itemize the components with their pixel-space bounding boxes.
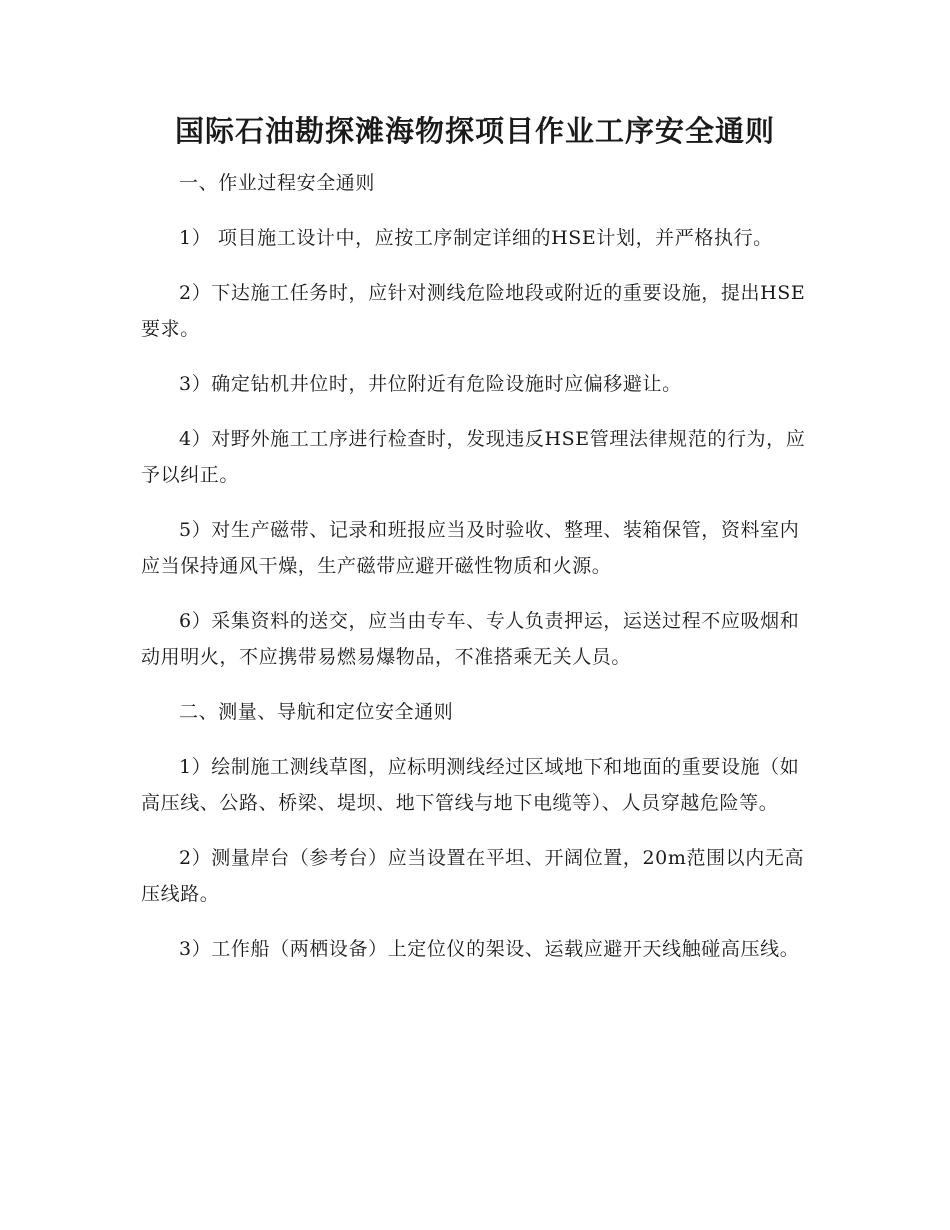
document-body <box>141 165 806 986</box>
paragraph: 2）下达施工任务时，应针对测线危险地段或附近的重要设施，提出HSE要求。 <box>141 282 806 340</box>
document-title: 国际石油勘探滩海物探项目作业工序安全通则 <box>174 114 775 148</box>
paragraph: 2）测量岸台（参考台）应当设置在平坦、开阔位置，20m范围以内无高压线路。 <box>141 847 805 905</box>
paragraph: 3）工作船（两栖设备）上定位仪的架设、运载应避开天线触碰高压线。 <box>179 938 800 960</box>
section-heading-2: 二、测量、导航和定位安全通则 <box>179 701 454 723</box>
section-heading-1: 一、作业过程安全通则 <box>179 172 376 194</box>
paragraph: 5）对生产磁带、记录和班报应当及时验收、整理、装箱保管，资料室内应当保持通风干燥，生产磁带应避开磁性物质和火源。 <box>141 519 800 577</box>
paragraph: 6）采集资料的送交，应当由专车、专人负责押运，运送过程不应吸烟和动用明火，不应携带易燃易爆物品，不准搭乘无关人员。 <box>141 610 800 668</box>
paragraph: 1） 项目施工设计中，应按工序制定详细的HSE计划，并严格执行。 <box>179 227 773 249</box>
paragraph: 4）对野外施工工序进行检查时，发现违反HSE管理法律规范的行为，应予以纠正。 <box>141 428 806 486</box>
paragraph: 3）确定钻机井位时，井位附近有危险设施时应偏移避让。 <box>179 373 682 395</box>
paragraph: 1）绘制施工测线草图，应标明测线经过区域地下和地面的重要设施（如高压线、公路、桥梁、堤坝、地下管线与地下电缆等）、人员穿越危险等。 <box>141 756 800 814</box>
